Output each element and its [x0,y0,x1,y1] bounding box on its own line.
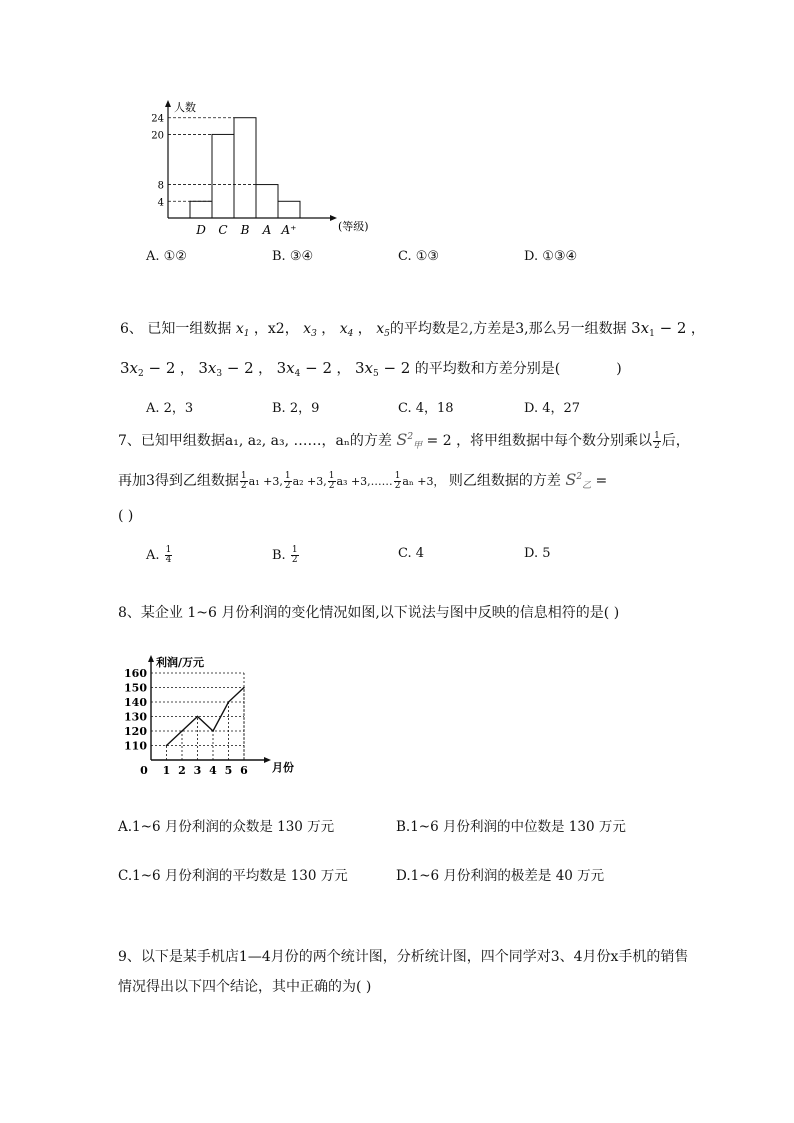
x-tick-label: 5 [224,764,233,777]
q8-option-a[interactable]: A.1~6 月份利润的众数是 130 万元 [118,819,335,835]
bar-A⁺ [278,201,300,218]
y-tick-label: 24 [151,113,164,125]
y-axis-label: 人数 [174,101,196,114]
q5-option-c[interactable]: C. ①③ [398,249,440,264]
y-tick-label: 120 [124,725,147,738]
x-tick-label: C [218,223,228,237]
q7-line2-suffix: 则乙组数据的方差 [448,473,561,489]
q7-option-c[interactable]: C. 4 [398,546,425,561]
data-point [243,687,245,689]
q7-term-3: a₃ +3,…… [336,475,393,488]
x-tick-label: D [196,223,206,237]
y-tick-label: 110 [124,739,147,753]
q7-line2-end: = [595,473,608,489]
data-point [212,730,214,732]
x-axis-label: 月份 [272,761,294,774]
q6-expr-4: $3x_4 - 2$ [276,359,333,379]
y-axis-label: 利润/万元 [156,656,205,669]
y-axis-arrow [148,655,154,662]
q6-line-2: $3x_2 - 2$ ， $3x_3 - 2$ ， $3x_4 - 2$ ， $3x_5 - 2$ 的平均数和方差分别是( ) [120,359,622,379]
q6-suffix: 的平均数和方差分别是( [414,361,561,377]
q6-expr-5: $3x_5 - 2$ [354,359,411,379]
x-axis-arrow [330,215,337,221]
y-tick-label: 160 [124,667,147,680]
q6-line-1: 6、 已知一组数据 $x_1$ ，x2， $x_3$ ， $x_4$ ， $x_5$的平均数是2,方差是3,那么另一组数据 $3x_1 - 2$ ， [120,319,705,339]
q7-prefix: 7、已知甲组数据a₁, a₂, a₃, ……，aₙ的方差 [118,433,392,449]
q6-expr-2: $3x_2 - 2$ [120,359,176,379]
q7-term-1: a₁ +3, [248,475,283,488]
x-tick-label: A [262,223,272,237]
q7-variance-eq: = 2 [426,433,452,449]
q9-line-2: 情况得出以下四个结论，其中正确的为( ) [118,979,372,995]
q6-option-b[interactable]: B. 2，9 [272,401,320,416]
x-tick-label: A⁺ [281,223,297,237]
x-tick-label: 3 [193,764,202,777]
y-tick-label: 4 [157,197,164,209]
y-axis-arrow [165,100,171,107]
data-point [166,745,168,747]
q7-term-2: a₂ +3, [292,475,327,488]
q6-var-text: ,方差是3,那么另一组数据 [468,321,627,337]
x-tick-label: 6 [240,764,248,777]
q6-prefix: 6、 已知一组数据 [120,321,232,337]
x-tick-label: 0 [140,764,148,777]
q8-option-d[interactable]: D.1~6 月份利润的极差是 40 万元 [396,868,605,884]
q7-option-b-label: B. [272,548,286,563]
q7-line-1 [118,430,690,451]
q7-option-b-fraction: $\frac{1}{2}$ [291,545,298,565]
q6-option-c[interactable]: C. 4，18 [398,401,454,416]
q7-line2-prefix: 再加3得到乙组数据 [118,473,239,489]
x-axis-arrow [264,757,271,763]
y-tick-label: 8 [157,180,164,192]
bar-B [234,118,256,218]
q5-option-d[interactable]: D. ①③④ [524,249,578,264]
q7-variance-symbol-2: $S^2_乙$ [565,470,592,491]
q7-variance-symbol: $S^2_甲$ [396,430,423,451]
q8-question: 8、某企业 1~6 月份利润的变化情况如图,以下说法与图中反映的信息相符的是( ) [118,605,620,621]
bar-C [212,134,234,218]
q6-x4: $x_4$ [339,321,354,339]
q6-paren-close: ) [616,361,622,377]
data-point [228,701,230,703]
q5-option-b[interactable]: B. ③④ [272,249,314,264]
bar-A [256,185,278,218]
q8-option-c[interactable]: C.1~6 月份利润的平均数是 130 万元 [118,868,348,884]
histogram-chart [140,95,380,245]
x-tick-label: 1 [162,764,171,777]
x-axis-label: (等级) [338,220,369,233]
data-point [197,716,199,718]
q6-expr-1: $3x_1 - 2$ [631,319,687,339]
q6-mean-label: 的平均数是 [389,321,460,337]
q6-expr-3: $3x_3 - 2$ [198,359,254,379]
q6-mean-value: 2 [459,321,469,337]
x-tick-label: 2 [178,764,186,777]
q6-x1: $x_1$ [235,321,250,339]
q7-line-2: 再加3得到乙组数据 $\frac{1}{2}$ a₁ +3, $\frac{1}{2}$ a₂ +3, $\frac{1}{2}$ a₃ +3,…… $\frac{1}{2}$ aₙ +3， 则乙组数据的方差 $S^2_乙$ = [118,470,608,491]
q7-fraction-half: $\frac{1}{2}$ [654,430,660,451]
profit-line-chart [118,650,308,780]
q6-option-a[interactable]: A. 2，3 [146,401,194,416]
q7-option-a-fraction: $\frac{1}{4}$ [165,545,172,565]
q7-suffix: ，将甲组数据中每个数分别乘以 [456,433,653,449]
q5-option-a[interactable]: A. ①② [146,249,187,264]
q7-option-a[interactable] [146,546,173,565]
q7-term-4: aₙ +3， [402,475,445,488]
data-point [181,730,183,732]
q7-end: 后， [661,433,690,449]
q9-line-1: 9、以下是某手机店1—4月份的两个统计图，分析统计图，四个同学对3、4月份x手机的销售 [118,949,689,965]
bar-D [190,201,212,218]
q7-option-d[interactable]: D. 5 [524,546,551,561]
x-tick-label: B [240,223,250,237]
y-tick-label: 150 [124,681,147,695]
x-tick-label: 4 [209,764,217,777]
y-tick-label: 140 [124,696,147,709]
q6-x5: $x_5$ [376,321,390,339]
y-tick-label: 20 [151,130,164,142]
q6-option-d[interactable]: D. 4，27 [524,401,581,416]
y-tick-label: 130 [124,710,147,724]
q7-blank-paren: ( ) [118,508,134,524]
q7-option-a-label: A. [146,548,160,563]
q8-option-b[interactable]: B.1~6 月份利润的中位数是 130 万元 [396,819,626,835]
q6-x3: $x_3$ [303,321,317,339]
q7-option-b[interactable] [272,546,300,565]
